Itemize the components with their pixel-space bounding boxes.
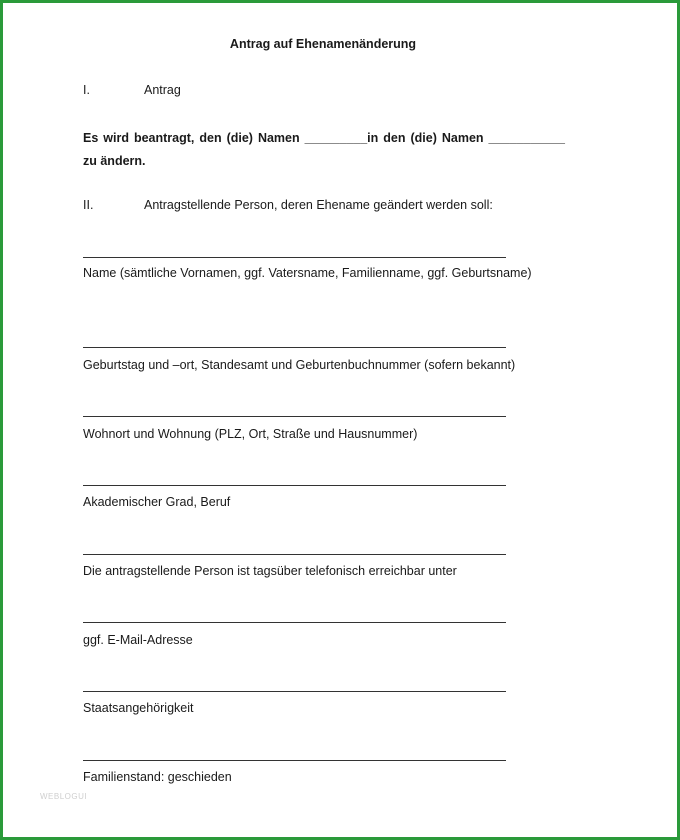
section-2-label: Antragstellende Person, deren Ehename geändert werden soll:	[144, 198, 493, 212]
section-1-label: Antrag	[144, 83, 181, 97]
watermark: WEBLOGUI	[40, 792, 88, 801]
address-field-label: Wohnort und Wohnung (PLZ, Ort, Straße und Hausnummer)	[83, 427, 418, 441]
birth-fill-line[interactable]	[83, 347, 506, 348]
section-2-number: II.	[83, 198, 94, 212]
marital-status-field-label: Familienstand: geschieden	[83, 770, 232, 784]
phone-field-label: Die antragstellende Person ist tagsüber telefonisch erreichbar unter	[83, 564, 457, 578]
name-fill-line[interactable]	[83, 257, 506, 258]
birth-field-label: Geburtstag und –ort, Standesamt und Geburtenbuchnummer (sofern bekannt)	[83, 358, 516, 372]
name-field-label: Name (sämtliche Vornamen, ggf. Vatersname, Familienname, ggf. Geburtsname)	[83, 266, 532, 280]
marital-status-fill-line[interactable]	[83, 760, 506, 761]
email-fill-line[interactable]	[83, 622, 506, 623]
document-title: Antrag auf Ehenamenänderung	[229, 37, 417, 51]
degree-field-label: Akademischer Grad, Beruf	[83, 495, 231, 509]
degree-fill-line[interactable]	[83, 485, 506, 486]
section-1-number: I.	[83, 83, 90, 97]
nationality-fill-line[interactable]	[83, 691, 506, 692]
request-statement: Es wird beantragt, den (die) Namen _________in den (die) Namen ___________ zu ändern.	[83, 131, 565, 168]
address-fill-line[interactable]	[83, 416, 506, 417]
email-field-label: ggf. E-Mail-Adresse	[83, 633, 193, 647]
nationality-field-label: Staatsangehörigkeit	[83, 701, 194, 715]
phone-fill-line[interactable]	[83, 554, 506, 555]
